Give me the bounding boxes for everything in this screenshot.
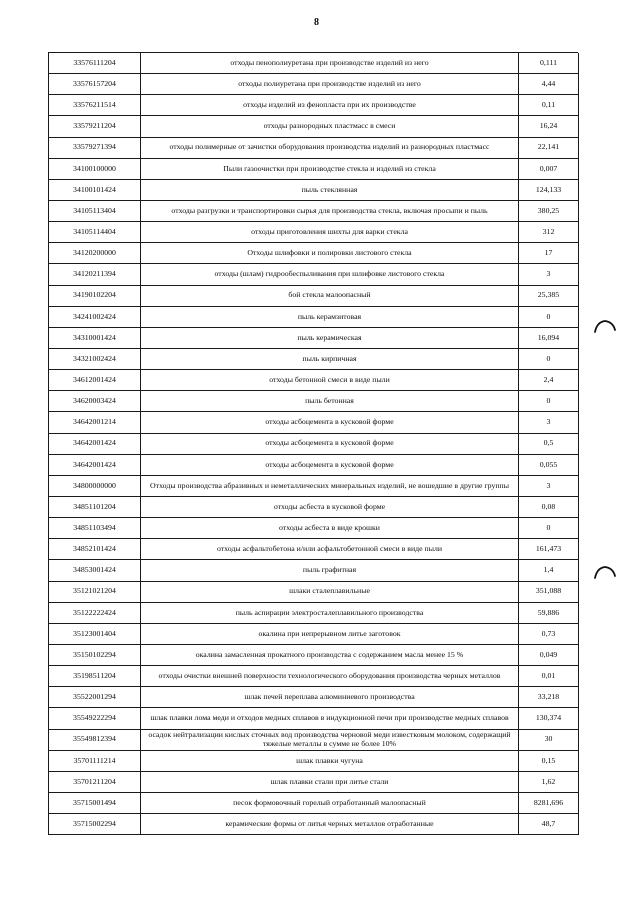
waste-name-cell-text: пыль керамическая [297,332,362,342]
waste-name-cell [141,497,519,518]
waste-code-cell-text: 34100101424 [73,184,116,194]
waste-amount-cell-text: 25,385 [537,290,560,300]
waste-amount-cell [519,645,579,666]
page-number: 8 [314,17,319,28]
waste-amount-cell [519,455,579,476]
waste-name-cell [141,307,519,328]
waste-code-cell [49,793,141,814]
waste-code-cell [49,434,141,455]
waste-code-cell [49,603,141,624]
waste-amount-cell-text: 0,007 [539,163,558,173]
waste-amount-cell [519,624,579,645]
waste-code-cell-text: 35715001494 [73,797,116,807]
waste-name-cell [141,772,519,793]
waste-code-cell-text: 35549812394 [73,734,116,744]
waste-amount-cell [519,95,579,116]
waste-code-cell-text: 35701211204 [73,776,116,786]
waste-amount-cell [519,159,579,180]
waste-amount-cell-text: 0,73 [541,628,556,638]
waste-name-cell-text: отходы асбоцемента в кусковой форме [265,459,394,469]
waste-name-cell [141,138,519,159]
waste-amount-cell-text: 0,11 [541,100,556,110]
waste-amount-cell [519,201,579,222]
waste-amount-cell-text: 351,088 [535,586,562,596]
waste-name-cell-text: отходы бетонной смеси в виде пыли [269,374,390,384]
waste-amount-cell-text: 130,374 [535,713,562,723]
waste-name-cell-text: пыль кирпичная [302,353,357,363]
waste-name-cell-text: пыль стеклянная [301,184,358,194]
waste-code-cell-text: 34642001424 [73,438,116,448]
waste-amount-cell-text: 8281,696 [533,797,564,807]
waste-name-cell-text: отходы изделий из фенопласта при их производстве [243,100,416,110]
waste-name-cell [141,159,519,180]
waste-amount-cell [519,708,579,729]
waste-amount-cell-text: 30 [544,734,553,744]
waste-name-cell-text: пыль керамзитовая [297,311,362,321]
waste-name-cell-text: отходы полиуретана при производстве изделий из него [238,79,421,88]
waste-name-cell-text: отходы разнородных пластмасс в смеси [263,121,396,131]
waste-code-cell [49,159,141,180]
waste-amount-cell [519,243,579,264]
waste-amount-cell-text: 0 [546,353,551,363]
waste-amount-cell-text: 161,473 [535,544,562,554]
waste-amount-cell [519,751,579,772]
waste-code-cell-text: 34642001424 [73,459,116,469]
waste-name-cell-text: осадок нейтрализации кислых сточных вод производства черновой меди известковым молоком, содержащий тяжелые металлы в сумме не более 10% [148,730,511,748]
waste-name-cell [141,286,519,307]
waste-name-cell-text: пыль аспирации электросталеплавильного производства [235,607,424,617]
waste-name-cell [141,560,519,581]
waste-amount-cell-text: 1,62 [541,776,556,786]
waste-code-cell-text: 35549222294 [73,713,116,723]
waste-amount-cell-text: 17 [544,248,553,258]
waste-code-cell [49,328,141,349]
waste-amount-cell-text: 48,7 [541,818,556,828]
waste-amount-cell [519,370,579,391]
waste-amount-cell [519,138,579,159]
waste-name-cell [141,53,519,74]
waste-name-cell-text: песок формовочный горелый отработанный малоопасный [233,797,426,807]
waste-name-cell [141,222,519,243]
waste-code-cell [49,116,141,137]
waste-amount-cell [519,434,579,455]
waste-amount-cell-text: 0,111 [540,57,557,67]
waste-amount-cell-text: 3 [546,417,551,427]
waste-amount-cell [519,772,579,793]
waste-name-cell [141,74,519,95]
waste-name-cell [141,666,519,687]
waste-name-cell-text: отходы асбоцемента в кусковой форме [265,417,394,427]
waste-name-cell-text: пыль бетонная [305,396,354,406]
waste-code-cell [49,264,141,285]
waste-code-cell [49,582,141,603]
waste-amount-cell-text: 3 [546,269,551,279]
waste-name-cell [141,180,519,201]
waste-name-cell-text: отходы асбоцемента в кусковой форме [265,438,394,448]
waste-code-cell [49,455,141,476]
waste-name-cell [141,645,519,666]
waste-name-cell [141,603,519,624]
waste-code-cell [49,497,141,518]
waste-amount-cell [519,687,579,708]
waste-code-cell [49,95,141,116]
waste-amount-cell-text: 312 [542,226,555,236]
waste-amount-cell [519,391,579,412]
waste-amount-cell [519,328,579,349]
waste-amount-cell [519,539,579,560]
waste-amount-cell [519,730,579,751]
waste-amount-cell-text: 380,25 [537,205,560,215]
waste-code-cell [49,476,141,497]
waste-amount-cell [519,582,579,603]
waste-name-cell-text: отходы пенополиуретана при производстве изделий из него [230,57,429,67]
waste-code-cell-text: 33576211514 [73,100,116,110]
waste-code-cell-text: 34120200000 [73,248,116,258]
waste-code-cell-text: 35701111214 [73,755,116,765]
waste-name-cell-text: окалина при непрерывном литье заготовок [258,628,401,638]
waste-code-cell [49,772,141,793]
waste-name-cell-text: отходы (шлам) гидрообеспыливания при шлифовке листового стекла [214,269,445,279]
waste-name-cell-text: Отходы шлифовки и полировки листового стекла [247,248,412,258]
waste-amount-cell-text: 0,01 [541,670,556,680]
waste-code-cell-text: 33576111204 [73,57,116,67]
waste-code-cell-text: 34321002424 [73,353,116,363]
punch-hole-mark [590,562,620,582]
waste-name-cell [141,328,519,349]
waste-name-cell [141,349,519,370]
waste-code-cell [49,138,141,159]
waste-amount-cell-text: 16,24 [539,121,558,131]
waste-code-cell-text: 34620003424 [73,396,116,406]
waste-name-cell-text: бой стекла малоопасный [288,290,371,300]
waste-amount-cell [519,497,579,518]
waste-amount-cell-text: 0,055 [539,459,558,469]
waste-name-cell [141,243,519,264]
waste-name-cell-text: окалина замасленная прокатного производства с содержанием масла менее 15 % [195,649,464,659]
waste-amount-cell [519,603,579,624]
waste-code-cell-text: 33576157204 [73,79,116,88]
waste-name-cell [141,582,519,603]
waste-code-cell [49,708,141,729]
waste-name-cell [141,116,519,137]
waste-code-cell-text: 34120211394 [73,269,116,279]
waste-amount-cell-text: 16,094 [537,332,560,342]
waste-amount-cell-text: 0 [546,522,551,532]
waste-code-cell [49,243,141,264]
waste-code-cell [49,814,141,835]
waste-amount-cell [519,666,579,687]
waste-name-cell-text: отходы асфальтобетона и/или асфальтобетонной смеси в виде пыли [216,544,443,554]
waste-code-cell [49,349,141,370]
waste-amount-cell [519,53,579,74]
waste-name-cell-text: отходы асбеста в кусковой форме [273,501,386,511]
waste-name-cell-text: шлак плавки чугуна [296,755,363,765]
waste-amount-cell [519,116,579,137]
waste-code-cell [49,730,141,751]
waste-amount-cell [519,74,579,95]
waste-name-cell-text: шлаки сталеплавильные [289,586,370,596]
waste-code-cell [49,412,141,433]
waste-amount-cell [519,180,579,201]
waste-name-cell [141,793,519,814]
waste-amount-cell-text: 1,4 [543,565,554,575]
waste-code-cell-text: 35715002294 [73,818,116,828]
waste-code-cell-text: 34105114404 [73,226,116,236]
waste-name-cell [141,624,519,645]
waste-amount-cell-text: 0,08 [541,501,556,511]
waste-code-cell-text: 35150102294 [73,649,116,659]
waste-code-cell [49,518,141,539]
waste-name-cell [141,708,519,729]
waste-code-cell-text: 34310001424 [73,332,116,342]
waste-code-cell-text: 34853001424 [73,565,116,575]
waste-code-cell-text: 34100100000 [73,163,116,173]
waste-code-cell [49,539,141,560]
waste-name-cell-text: Пыли газоочистки при производстве стекла и изделий из стекла [223,163,436,173]
waste-code-cell [49,645,141,666]
waste-code-cell [49,751,141,772]
waste-amount-cell [519,560,579,581]
waste-code-cell [49,286,141,307]
waste-amount-cell-text: 59,886 [537,607,560,617]
waste-code-cell-text: 35198511204 [73,670,116,680]
waste-amount-cell-text: 4,44 [541,79,556,88]
waste-name-cell [141,391,519,412]
waste-amount-cell-text: 0,049 [539,649,558,659]
waste-name-cell [141,95,519,116]
waste-code-cell-text: 34851103494 [73,522,116,532]
waste-amount-cell-text: 0,5 [543,438,554,448]
waste-amount-cell [519,349,579,370]
waste-amount-cell [519,412,579,433]
waste-amount-cell [519,222,579,243]
waste-name-cell [141,264,519,285]
waste-name-cell-text: Отходы производства абразивных и неметаллических минеральных изделий, не вошедшие в другие группы [150,480,509,490]
waste-name-cell [141,518,519,539]
waste-code-cell-text: 34852101424 [73,544,116,554]
waste-amount-cell [519,264,579,285]
waste-amount-cell-text: 0 [546,311,551,321]
waste-name-cell-text: шлак плавки стали при литье стали [270,776,389,786]
waste-name-cell-text: отходы полимерные от зачистки оборудования производства изделий из разнородных пластмасс [169,142,490,152]
waste-code-cell-text: 34642001214 [73,417,116,427]
waste-code-cell-text: 35522001294 [73,692,116,702]
waste-code-cell-text: 35123001404 [73,628,116,638]
waste-table [48,52,578,835]
waste-amount-cell-text: 3 [546,480,551,490]
waste-code-cell-text: 35121021204 [73,586,116,596]
waste-amount-cell-text: 33,218 [537,692,560,702]
waste-code-cell [49,222,141,243]
waste-name-cell [141,730,519,751]
waste-name-cell-text: отходы асбеста в виде крошки [279,522,380,532]
waste-code-cell [49,370,141,391]
waste-name-cell [141,687,519,708]
waste-name-cell [141,370,519,391]
waste-name-cell [141,814,519,835]
waste-amount-cell [519,307,579,328]
waste-code-cell [49,391,141,412]
waste-amount-cell-text: 0 [546,396,551,406]
waste-name-cell-text: шлак печей переплава алюминиевого производства [244,692,415,702]
waste-name-cell [141,455,519,476]
waste-amount-cell [519,518,579,539]
waste-code-cell-text: 34612001424 [73,374,116,384]
waste-name-cell-text: отходы очистки внешней поверхности технологического оборудования производства черных металлов [158,670,501,680]
waste-name-cell-text: отходы приготовления шихты для варки стекла [251,226,408,236]
waste-code-cell [49,53,141,74]
waste-code-cell [49,307,141,328]
waste-name-cell [141,434,519,455]
waste-name-cell [141,201,519,222]
waste-code-cell [49,180,141,201]
waste-name-cell-text: пыль графитная [302,565,357,575]
waste-amount-cell [519,476,579,497]
waste-name-cell [141,751,519,772]
waste-code-cell [49,560,141,581]
waste-code-cell-text: 34190102204 [73,290,116,300]
waste-amount-cell-text: 22,141 [537,142,560,152]
waste-code-cell-text: 34851101204 [73,501,116,511]
waste-name-cell-text: шлак плавки лома меди и отходов медных сплавов в индукционной печи при производстве медных сплавов [150,713,509,723]
waste-amount-cell [519,286,579,307]
waste-code-cell-text: 34800000000 [73,480,116,490]
waste-amount-cell [519,793,579,814]
waste-code-cell [49,624,141,645]
punch-hole-mark [590,316,620,336]
waste-name-cell [141,476,519,497]
waste-name-cell-text: керамические формы от литья черных металлов отработанные [225,818,434,828]
waste-amount-cell-text: 0,15 [541,755,556,765]
waste-code-cell [49,74,141,95]
waste-amount-cell-text: 2,4 [543,374,554,384]
waste-code-cell [49,201,141,222]
waste-code-cell-text: 33579211204 [73,121,116,131]
waste-code-cell [49,666,141,687]
waste-name-cell-text: отходы разгрузки и транспортировки сырья для производства стекла, включая просыпи и пыль [171,205,488,215]
waste-name-cell [141,412,519,433]
waste-amount-cell [519,814,579,835]
waste-code-cell-text: 33579271394 [73,142,116,152]
waste-code-cell-text: 34241002424 [73,311,116,321]
waste-code-cell-text: 34105113404 [73,205,116,215]
waste-code-cell [49,687,141,708]
waste-name-cell [141,539,519,560]
waste-code-cell-text: 35122222424 [73,607,116,617]
waste-amount-cell-text: 124,133 [535,184,562,194]
